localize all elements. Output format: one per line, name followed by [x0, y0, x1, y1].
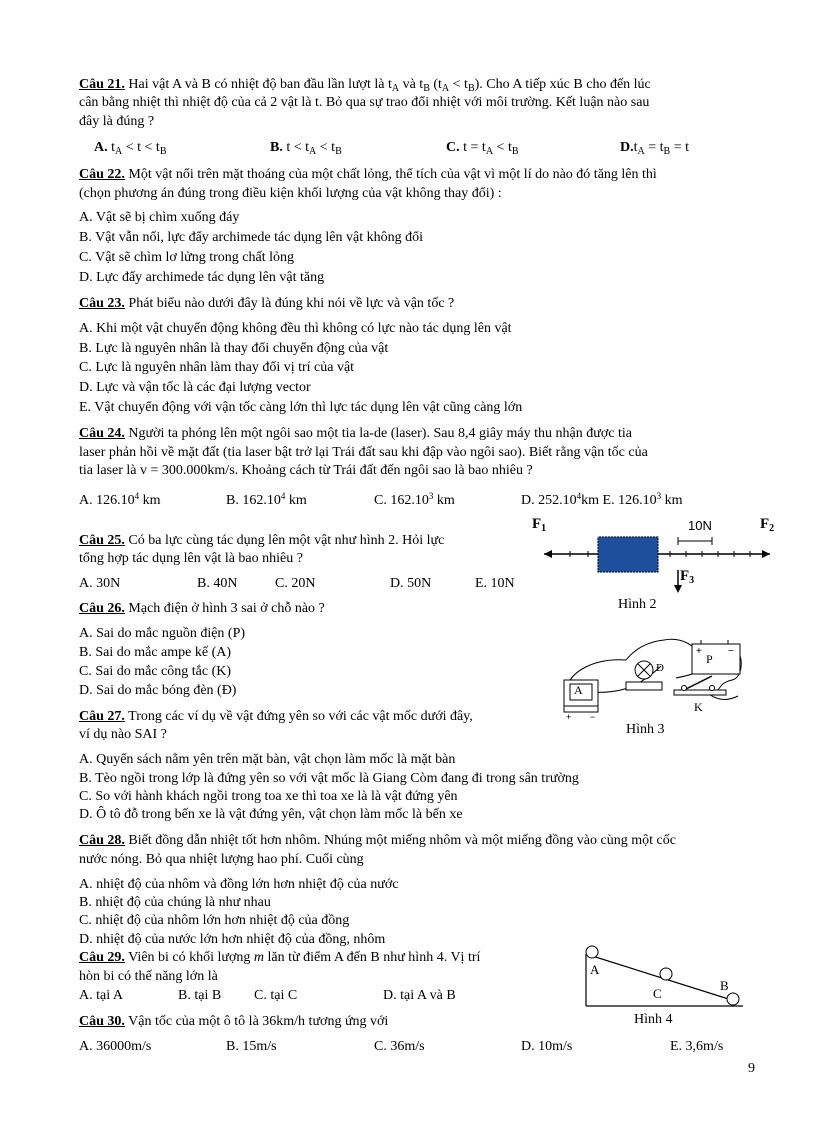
q30-option-a: A. 36000m/s — [79, 1039, 152, 1054]
q26-option-b: B. Sai do mắc ampe kế (A) — [79, 645, 232, 660]
q28-option-a: A. nhiệt độ của nhôm và đồng lớn hơn nhiệt độ của nước — [79, 877, 399, 892]
switch-lever — [684, 676, 712, 690]
q30-option-d: D. 10m/s — [521, 1039, 573, 1054]
q22-line1: Câu 22. Một vật nổi trên mặt thoáng của một chất lỏng, thể tích của vật vì một lí do nào đó tăng lên thì — [79, 167, 657, 182]
q21-number: Câu 21. — [79, 77, 125, 92]
q21-line2: cân bằng nhiệt thì nhiệt độ của cả 2 vật là t. Bỏ qua sự trao đổi nhiệt với môi trường. Kết luận nào sau — [79, 95, 650, 110]
q28-number: Câu 28. — [79, 833, 125, 848]
q24-line2: laser phản hồi về mặt đất (tia laser bật trở lại Trái đất sau khi đập vào ngôi sao). Biết rằng vận tốc của — [79, 445, 648, 460]
q23-option-b: B. Lực là nguyên nhân là thay đổi chuyển động của vật — [79, 341, 389, 356]
q30-option-e: E. 3,6m/s — [670, 1039, 724, 1054]
q27-line1: Câu 27. Trong các ví dụ về vật đứng yên so với các vật mốc dưới đây, — [79, 709, 473, 724]
q27-option-a: A. Quyển sách nằm yên trên mặt bàn, vật chọn làm mốc là mặt bàn — [79, 752, 456, 767]
fig2-scale-label: 10N — [688, 518, 712, 533]
fig4-caption: Hình 4 — [634, 1012, 673, 1027]
fig3-caption: Hình 3 — [626, 722, 665, 737]
q21-option-d: $D.t_A = t_B = t$ — [620, 140, 690, 157]
svg-text:+: + — [696, 646, 702, 657]
ball-at-a — [586, 946, 598, 958]
fig3-lamp-label: Đ — [656, 662, 664, 674]
ball-at-c — [660, 968, 672, 980]
q21-option-b: B. $t < t_A < t_B$ — [270, 140, 342, 157]
q22-option-d: D. Lực đẩy archimede tác dụng lên vật tăng — [79, 270, 325, 285]
q29-line1: Câu 29. Viên bi có khối lượng m lăn từ điểm A đến B như hình 4. Vị trí — [79, 950, 481, 965]
q25-option-b: B. 40N — [197, 576, 238, 591]
q24-option-c: C. 162.10$^3$ km — [374, 491, 455, 508]
lamp-base — [626, 682, 662, 690]
q21-text: Hai vật A và B có nhiệt độ ban đầu lần lượt là t — [124, 77, 392, 92]
q29-line2: hòn bi có thế năng lớn là — [79, 969, 218, 984]
q29-option-b: B. tại B — [178, 988, 222, 1003]
fig2-f2-label: $F_2$ — [760, 516, 775, 534]
q26-option-d: D. Sai do mắc bóng đèn (Đ) — [79, 683, 237, 698]
q26-option-a: A. Sai do mắc nguồn điện (P) — [79, 626, 246, 641]
q23-option-d: D. Lực và vận tốc là các đại lượng vector — [79, 380, 311, 395]
q27-number: Câu 27. — [79, 709, 125, 724]
q23-line1: Câu 23. Phát biểu nào dưới đây là đúng khi nói về lực và vận tốc ? — [79, 296, 455, 311]
q28-option-b: B. nhiệt độ của chúng là như nhau — [79, 895, 271, 910]
q24-number: Câu 24. — [79, 426, 125, 441]
block-body — [598, 537, 658, 572]
fig2-caption: Hình 2 — [618, 597, 657, 612]
f2-arrowhead — [762, 550, 770, 558]
q26-number: Câu 26. — [79, 601, 125, 616]
figure-3-circuit-diagram — [556, 630, 746, 722]
q27-option-c: C. So với hành khách ngồi trong toa xe thì toa xe là là vật đứng yên — [79, 789, 458, 804]
switch-base — [674, 690, 726, 695]
q29-number: Câu 29. — [79, 950, 125, 965]
q22-option-b: B. Vật vẫn nổi, lực đẩy archimede tác dụng lên vật không đổi — [79, 230, 424, 245]
fig3-source-label: P — [706, 652, 713, 666]
svg-text:−: − — [590, 712, 596, 722]
q24-line1: Câu 24. Người ta phóng lên một ngôi sao một tia la-de (laser). Sau 8,4 giây máy thu nhận được tia — [79, 426, 632, 441]
q28-option-d: D. nhiệt độ của nước lớn hơn nhiệt độ của đồng, nhôm — [79, 932, 386, 947]
q22-option-c: C. Vật sẽ chìm lơ lửng trong chất lỏng — [79, 250, 294, 265]
q23-option-a: A. Khi một vật chuyển động không đều thì không có lực nào tác dụng lên vật — [79, 321, 512, 336]
q29-option-c: C. tại C — [254, 988, 298, 1003]
figure-2-forces-diagram — [530, 515, 780, 595]
q23-option-e: E. Vật chuyển động với vận tốc càng lớn thì lực tác dụng lên vật cũng càng lớn — [79, 400, 523, 415]
q25-line2: tổng hợp tác dụng lên vật là bao nhiêu ? — [79, 551, 303, 566]
q29-option-d: D. tại A và B — [383, 988, 456, 1003]
q30-number: Câu 30. — [79, 1014, 125, 1029]
fig4-label-a: A — [590, 962, 600, 977]
svg-text:+: + — [566, 712, 572, 722]
fig2-f3-label: $F_3$ — [680, 568, 695, 586]
q27-option-b: B. Tèo ngồi trong lớp là đứng yên so với vật mốc là Giang Còm đang đi trong sân trường — [79, 771, 579, 786]
q25-option-a: A. 30N — [79, 576, 121, 591]
q26-option-c: C. Sai do mắc công tắc (K) — [79, 664, 232, 679]
q22-option-a: A. Vật sẽ bị chìm xuống đáy — [79, 210, 240, 225]
q28-line2: nước nóng. Bỏ qua nhiệt lượng hao phí. Cuối cùng — [79, 852, 364, 867]
q24-option-a: A. 126.10$^4$ km — [79, 491, 161, 508]
q23-option-c: C. Lực là nguyên nhân làm thay đổi vị trí của vật — [79, 360, 355, 375]
q23-number: Câu 23. — [79, 296, 125, 311]
q25-line1: Câu 25. Có ba lực cùng tác dụng lên một vật như hình 2. Hỏi lực — [79, 533, 445, 548]
q30-line1: Câu 30. Vận tốc của một ô tô là 36km/h tương ứng với — [79, 1014, 389, 1029]
q28-line1: Câu 28. Biết đồng dẫn nhiệt tốt hơn nhôm. Nhúng một miếng nhôm và một miếng đồng vào cùng một cốc — [79, 833, 676, 848]
q25-option-d: D. 50N — [390, 576, 432, 591]
q21-option-a: A. $t_A < t < t_B$ — [94, 140, 167, 157]
page-number: 9 — [748, 1061, 755, 1076]
q24-line3: tia laser là v = 300.000km/s. Khoảng cách từ Trái đất đến ngôi sao là bao nhiêu ? — [79, 463, 533, 478]
q22-number: Câu 22. — [79, 167, 125, 182]
q27-line2: ví dụ nào SAI ? — [79, 727, 167, 742]
q30-option-b: B. 15m/s — [226, 1039, 277, 1054]
q27-option-d: D. Ô tô đỗ trong bến xe là vật đứng yên, vật chọn làm mốc là bến xe — [79, 807, 463, 822]
q25-option-e: E. 10N — [475, 576, 515, 591]
q29-option-a: A. tại A — [79, 988, 123, 1003]
q21-line1: Câu 21. Hai vật A và B có nhiệt độ ban đầu lần lượt là $t_A$ và $t_B$ $(t_A < t_B)$. Cho A tiếp xúc B cho đến lúc — [79, 77, 651, 94]
q24-option-b: B. 162.10$^4$ km — [226, 491, 307, 508]
fig2-f1-label: $F_1$ — [532, 516, 547, 534]
fig3-ammeter-label: A — [574, 683, 583, 697]
q21-line3: đây là đúng ? — [79, 114, 155, 129]
svg-text:−: − — [728, 646, 734, 657]
q30-option-c: C. 36m/s — [374, 1039, 425, 1054]
q25-option-c: C. 20N — [275, 576, 316, 591]
fig4-label-b: B — [720, 978, 729, 993]
q22-line2: (chọn phương án đúng trong điều kiện khối lượng của vật không thay đổi) : — [79, 186, 502, 201]
fig3-switch-label: K — [694, 700, 703, 714]
q25-number: Câu 25. — [79, 533, 125, 548]
q28-option-c: C. nhiệt độ của nhôm lớn hơn nhiệt độ của đồng — [79, 913, 350, 928]
f1-arrowhead — [544, 550, 552, 558]
fig4-label-c: C — [653, 986, 662, 1001]
q24-option-d-e: D. 252.10$^4$km E. 126.10$^3$ km — [521, 491, 683, 508]
q21-option-c: C. $t = t_A < t_B$ — [446, 140, 519, 157]
q26-line1: Câu 26. Mạch điện ở hình 3 sai ở chỗ nào ? — [79, 601, 325, 616]
ball-at-b — [727, 993, 739, 1005]
